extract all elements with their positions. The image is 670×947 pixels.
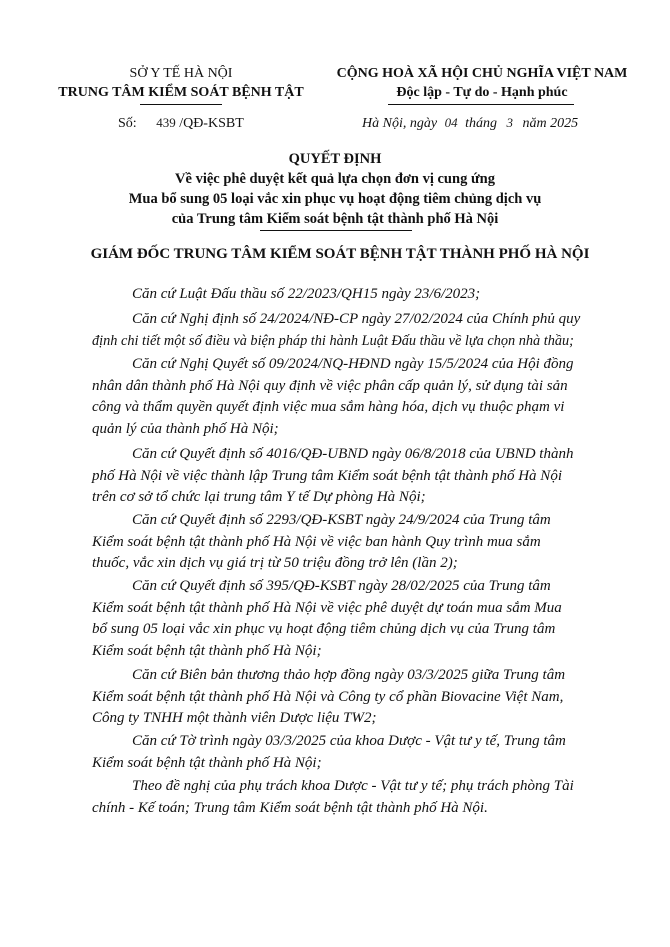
agency-name: TRUNG TÂM KIỂM SOÁT BỆNH TẬT <box>58 85 304 100</box>
nation-name: CỘNG HOÀ XÃ HỘI CHỦ NGHĨA VIỆT NAM <box>336 66 628 81</box>
parent-agency: SỞ Y TẾ HÀ NỘI <box>129 66 233 81</box>
paragraph-line: Kiểm soát bệnh tật thành phố Hà Nội; <box>92 642 322 659</box>
paragraph-line: Căn cứ Quyết định số 2293/QĐ-KSBT ngày 24/9/2024 của Trung tâm <box>132 512 551 528</box>
basis-paragraph-8 <box>92 731 612 774</box>
paragraph-line: quản lý của thành phố Hà Nội; <box>92 420 279 437</box>
proposal-paragraph <box>92 776 612 819</box>
basis-paragraph-7 <box>92 665 612 730</box>
paragraph-line: Theo đề nghị của phụ trách khoa Dược - Vật tư y tế; phụ trách phòng Tài <box>132 778 574 794</box>
paragraph-line: phố Hà Nội về việc thành lập Trung tâm Kiểm soát bệnh tật thành phố Hà Nội <box>92 467 562 484</box>
title-subject-3: của Trung tâm Kiểm soát bệnh tật thành phố Hà Nội <box>171 211 499 227</box>
paragraph-line: Kiểm soát bệnh tật thành phố Hà Nội về việc phê duyệt dự toán mua sắm Mua <box>92 599 562 616</box>
agency-underline <box>140 104 222 105</box>
date-prefix: Hà Nội, ngày <box>362 116 438 131</box>
title-underline <box>260 230 412 231</box>
number-suffix: /QĐ-KSBT <box>179 116 244 131</box>
paragraph-line: trên cơ sở tổ chức lại trung tâm Y tế Dự phòng Hà Nội; <box>92 489 426 505</box>
basis-paragraph-5 <box>92 510 612 575</box>
date-day: 04 <box>444 115 458 130</box>
paragraph-line: Căn cứ Luật Đấu thầu số 22/2023/QH15 ngày 23/6/2023; <box>132 286 481 302</box>
paragraph-line: thuốc, vắc xin dịch vụ giá trị từ 50 triệu đồng trở lên (lần 2); <box>92 555 458 571</box>
date-month: 3 <box>506 115 513 130</box>
paragraph-line: Kiểm soát bệnh tật thành phố Hà Nội và Công ty cổ phần Biovacine Việt Nam, <box>92 688 564 705</box>
motto-underline <box>388 104 574 105</box>
paragraph-line: Kiểm soát bệnh tật thành phố Hà Nội về việc ban hành Quy trình mua sắm <box>92 533 541 550</box>
paragraph-line: Căn cứ Nghị Quyết số 09/2024/NQ-HĐND ngày 15/5/2024 của Hội đồng <box>132 356 574 372</box>
title-subject-1: Về việc phê duyệt kết quả lựa chọn đơn vị cung ứng <box>175 171 495 187</box>
number-value: 439 <box>156 115 176 130</box>
paragraph-line: chính - Kế toán; Trung tâm Kiểm soát bệnh tật thành phố Hà Nội. <box>92 799 488 816</box>
national-motto: Độc lập - Tự do - Hạnh phúc <box>396 85 568 100</box>
paragraph-line: Căn cứ Biên bản thương thảo hợp đồng ngày 03/3/2025 giữa Trung tâm <box>132 667 566 683</box>
paragraph-line: Công ty TNHH một thành viên Dược liệu TW2; <box>92 710 377 726</box>
issuing-authority: GIÁM ĐỐC TRUNG TÂM KIỂM SOÁT BỆNH TẬT THÀNH PHỐ HÀ NỘI <box>90 246 590 262</box>
paragraph-line: Căn cứ Tờ trình ngày 03/3/2025 của khoa Dược - Vật tư y tế, Trung tâm <box>132 733 566 749</box>
paragraph-line: Kiểm soát bệnh tật thành phố Hà Nội; <box>92 754 322 771</box>
paragraph-line: Căn cứ Quyết định số 4016/QĐ-UBND ngày 06/8/2018 của UBND thành <box>132 446 574 462</box>
date-month-label: tháng <box>465 116 497 131</box>
title-subject-2: Mua bổ sung 05 loại vắc xin phục vụ hoạt động tiêm chủng dịch vụ <box>128 191 542 207</box>
document-number <box>118 115 244 132</box>
basis-paragraph-4 <box>92 444 612 509</box>
basis-paragraph-1 <box>92 284 612 306</box>
issuing-agency <box>56 64 306 102</box>
number-label: Số: <box>118 116 137 131</box>
basis-paragraph-6 <box>92 576 612 662</box>
paragraph-line: Căn cứ Quyết định số 395/QĐ-KSBT ngày 28/02/2025 của Trung tâm <box>132 578 551 594</box>
paragraph-line: định chi tiết một số điều và biện pháp thi hành Luật Đấu thầu về lựa chọn nhà thầu; <box>92 332 574 349</box>
decision-title <box>60 149 610 229</box>
paragraph-line: công và thẩm quyền quyết định việc mua sắm hàng hóa, dịch vụ thuộc phạm vi <box>92 399 565 415</box>
title-main: QUYẾT ĐỊNH <box>288 151 382 167</box>
basis-paragraph-2 <box>92 309 612 352</box>
basis-paragraph-3 <box>92 354 612 440</box>
issue-date <box>362 115 578 132</box>
paragraph-line: Căn cứ Nghị định số 24/2024/NĐ-CP ngày 27/02/2024 của Chính phủ quy <box>132 311 581 327</box>
national-header <box>320 64 644 102</box>
paragraph-line: bổ sung 05 loại vắc xin phục vụ hoạt động tiêm chủng dịch vụ của Trung tâm <box>92 621 556 637</box>
date-year: năm 2025 <box>522 116 579 131</box>
paragraph-line: nhân dân thành phố Hà Nội quy định về việc phân cấp quản lý, sử dụng tài sản <box>92 377 568 394</box>
